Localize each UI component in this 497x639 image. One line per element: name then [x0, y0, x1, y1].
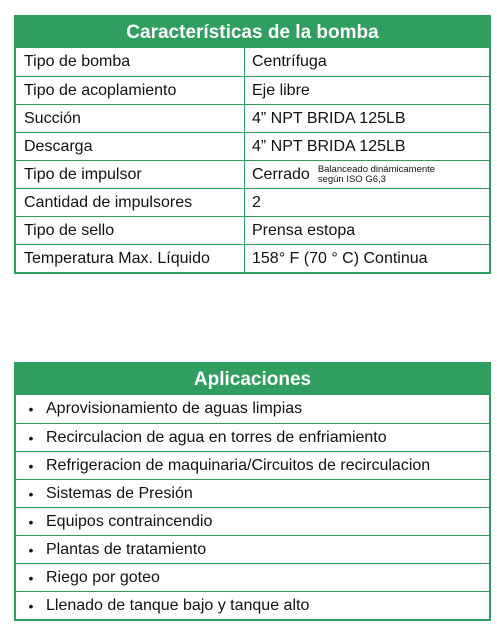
- spec-rows: [16, 48, 489, 272]
- table-row: [16, 48, 489, 76]
- list-item: [16, 395, 489, 423]
- impeller-note-line2: según ISO G6,3: [317, 173, 386, 185]
- spec-value: 158° F (70 ° C) Continua: [252, 249, 428, 267]
- spec-label: Descarga: [16, 133, 245, 160]
- list-item: [16, 563, 489, 591]
- application-text: Riego por goteo: [46, 568, 160, 586]
- bullet: •: [28, 457, 34, 474]
- bullet: •: [28, 569, 34, 586]
- spec-label: Temperatura Max. Líquido: [16, 245, 245, 272]
- spec-label: Tipo de bomba: [16, 48, 245, 76]
- list-item: [16, 479, 489, 507]
- impeller-note-line1: Balanceado dinámicamente: [317, 163, 436, 175]
- table-row: [16, 188, 489, 216]
- application-text: Equipos contraincendio: [46, 512, 213, 530]
- spec-label: Tipo de impulsor: [16, 161, 245, 188]
- table-row: [16, 132, 489, 160]
- spec-label: Succión: [16, 105, 245, 132]
- application-text: Sistemas de Presión: [46, 484, 193, 502]
- spec-value: Prensa estopa: [252, 221, 356, 239]
- spec-value: 2: [252, 193, 261, 211]
- spec-value: Centrífuga: [252, 53, 327, 70]
- list-item: [16, 451, 489, 479]
- spec-value: 4” NPT BRIDA 125LB: [252, 109, 406, 127]
- application-rows: [16, 395, 489, 619]
- list-item: [16, 535, 489, 563]
- pump-characteristics-table: [14, 15, 491, 274]
- applications-title: Aplicaciones: [16, 364, 489, 395]
- bullet: •: [28, 401, 34, 417]
- spec-label: Cantidad de impulsores: [16, 189, 245, 216]
- application-text: Recirculacion de agua en torres de enfriamiento: [46, 428, 387, 446]
- spec-label: Tipo de acoplamiento: [16, 77, 245, 104]
- table-row: [16, 160, 489, 188]
- list-item: [16, 591, 489, 619]
- spec-label: Tipo de sello: [16, 217, 245, 244]
- spec-value: Eje libre: [252, 81, 310, 99]
- application-text: Llenado de tanque bajo y tanque alto: [46, 596, 310, 614]
- bullet: •: [28, 429, 34, 446]
- spec-value: Cerrado: [252, 165, 310, 183]
- table-row: [16, 76, 489, 104]
- application-text: Plantas de tratamiento: [46, 540, 207, 558]
- application-text: Aprovisionamiento de aguas limpias: [46, 400, 303, 417]
- applications-table: [14, 362, 491, 621]
- table-row: [16, 104, 489, 132]
- bullet: •: [28, 485, 34, 502]
- pump-characteristics-title: Características de la bomba: [16, 17, 489, 48]
- table-row: [16, 216, 489, 244]
- impeller-note: [318, 165, 435, 185]
- list-item: [16, 423, 489, 451]
- bullet: •: [28, 513, 34, 530]
- spec-value-cell: [245, 161, 489, 188]
- spec-value: 4” NPT BRIDA 125LB: [252, 137, 406, 155]
- table-row: [16, 244, 489, 272]
- bullet: •: [28, 597, 34, 614]
- list-item: [16, 507, 489, 535]
- bullet: •: [28, 541, 34, 558]
- application-text: Refrigeracion de maquinaria/Circuitos de recirculacion: [46, 456, 431, 474]
